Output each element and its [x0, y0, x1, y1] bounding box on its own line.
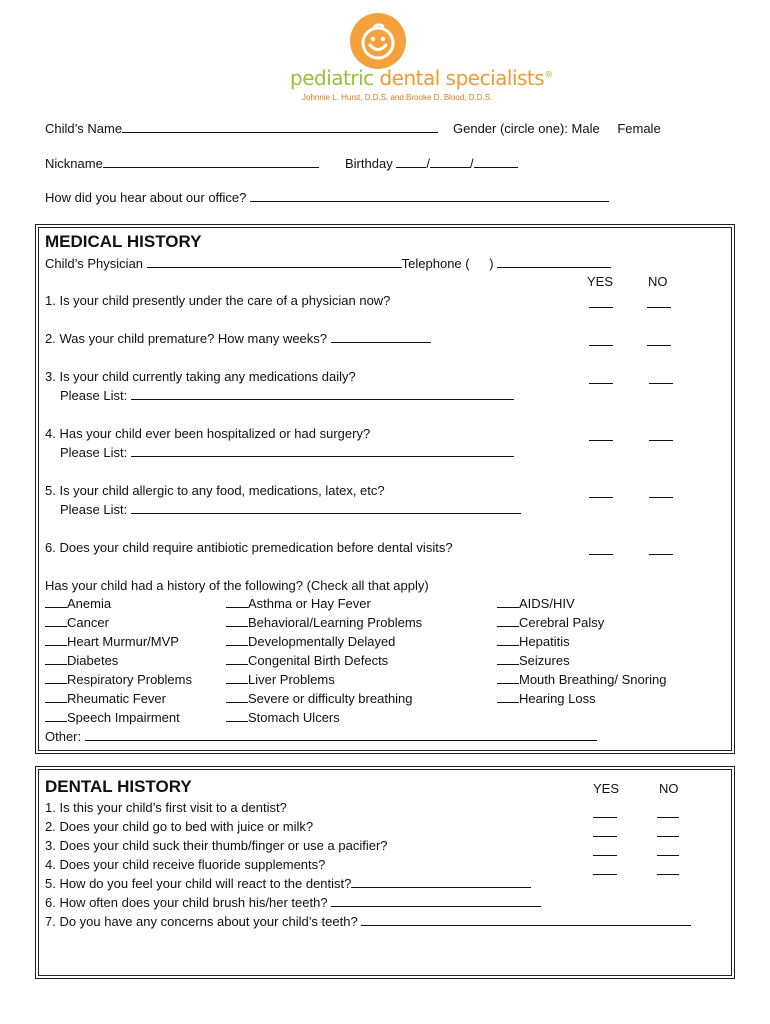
condition-item[interactable]: [45, 634, 179, 649]
condition-item[interactable]: [226, 615, 422, 630]
condition-item[interactable]: [226, 691, 413, 706]
condition-label: Respiratory Problems: [67, 672, 192, 687]
birthday-separator: /: [469, 156, 474, 171]
medical-no-header: NO: [648, 274, 668, 289]
gender-row: [453, 121, 661, 136]
dental-question-row: [45, 895, 541, 910]
other-row: [45, 729, 597, 744]
dental-question: 5. How do you feel your child will react to the dentist?: [45, 876, 352, 891]
condition-label: Cancer: [67, 615, 109, 630]
dental-question: 2. Does your child go to bed with juice or milk?: [45, 819, 314, 834]
hear-row: [45, 190, 609, 205]
medical-q5-no-blank[interactable]: [649, 486, 673, 498]
condition-label: Asthma or Hay Fever: [248, 596, 371, 611]
condition-checkbox[interactable]: [497, 634, 519, 646]
condition-checkbox[interactable]: [497, 672, 519, 684]
concerns-field[interactable]: [361, 914, 691, 926]
telephone-label: Telephone (: [401, 256, 470, 271]
condition-checkbox[interactable]: [226, 691, 248, 703]
dental-question-row: [45, 876, 531, 891]
dental-q3-no-blank[interactable]: [657, 844, 679, 856]
condition-checkbox[interactable]: [226, 634, 248, 646]
birthday-day-field[interactable]: [430, 156, 470, 168]
premature-weeks-field[interactable]: [331, 331, 431, 343]
please-list-row: [60, 502, 521, 517]
medical-q1-yes-blank[interactable]: [589, 296, 613, 308]
condition-item[interactable]: [497, 672, 666, 687]
dental-no-header: NO: [659, 781, 679, 796]
condition-label: Hearing Loss: [519, 691, 596, 706]
birthday-row: [345, 156, 518, 171]
dental-q1-no-blank[interactable]: [657, 806, 679, 818]
medical-q5-yes-blank[interactable]: [589, 486, 613, 498]
hear-label: How did you hear about our office?: [45, 190, 247, 205]
please-list-row: [60, 388, 514, 403]
condition-checkbox[interactable]: [497, 691, 519, 703]
condition-checkbox[interactable]: [45, 596, 67, 608]
condition-item[interactable]: [497, 615, 604, 630]
nickname-field[interactable]: [103, 156, 319, 168]
condition-item[interactable]: [497, 691, 596, 706]
condition-checkbox[interactable]: [497, 653, 519, 665]
medical-q2-no-blank[interactable]: [647, 334, 671, 346]
condition-label: Mouth Breathing/ Snoring: [519, 672, 667, 687]
childs-name-field[interactable]: [122, 121, 438, 133]
dental-question: 7. Do you have any concerns about your child’s teeth?: [45, 914, 358, 929]
please-list-label: Please List:: [60, 445, 128, 460]
condition-checkbox[interactable]: [45, 691, 67, 703]
please-list-label: Please List:: [60, 502, 128, 517]
dental-q4-yes-blank[interactable]: [593, 863, 617, 875]
condition-checkbox[interactable]: [226, 596, 248, 608]
medical-q2-yes-blank[interactable]: [589, 334, 613, 346]
dental-q2-no-blank[interactable]: [657, 825, 679, 837]
condition-item[interactable]: [226, 672, 335, 687]
physician-field[interactable]: [147, 256, 402, 268]
medical-q1-no-blank[interactable]: [647, 296, 671, 308]
condition-label: AIDS/HIV: [519, 596, 575, 611]
condition-label: Congenital Birth Defects: [248, 653, 389, 668]
condition-item[interactable]: [226, 596, 371, 611]
condition-item[interactable]: [45, 672, 192, 687]
nickname-row: [45, 156, 319, 171]
condition-label: Cerebral Palsy: [519, 615, 605, 630]
please-list-row: [60, 445, 514, 460]
medical-q4-yes-blank[interactable]: [589, 429, 613, 441]
condition-label: Rheumatic Fever: [67, 691, 166, 706]
birthday-year-field[interactable]: [474, 156, 518, 168]
dental-question: 4. Does your child receive fluoride supplements?: [45, 857, 326, 872]
condition-label: Heart Murmur/MVP: [67, 634, 179, 649]
condition-label: Speech Impairment: [67, 710, 180, 725]
condition-checkbox[interactable]: [226, 672, 248, 684]
birthday-label: Birthday: [345, 156, 393, 171]
birthday-separator: /: [426, 156, 430, 171]
condition-item[interactable]: [226, 710, 340, 725]
dental-question: 3. Does your child suck their thumb/finger or use a pacifier?: [45, 838, 388, 853]
medical-q6-no-blank[interactable]: [649, 543, 673, 555]
history-intro: Has your child had a history of the following? (Check all that apply): [45, 578, 429, 593]
condition-item[interactable]: [497, 634, 570, 649]
allergies-list-field[interactable]: [131, 502, 521, 514]
hear-field[interactable]: [250, 190, 609, 202]
physician-label: Child’s Physician: [45, 256, 144, 271]
dental-history-title: DENTAL HISTORY: [45, 777, 192, 796]
condition-item[interactable]: [45, 710, 180, 725]
medical-question: 6. Does your child require antibiotic premedication before dental visits?: [45, 540, 453, 555]
condition-item[interactable]: [497, 596, 575, 611]
condition-checkbox[interactable]: [45, 653, 67, 665]
hospitalized-list-field[interactable]: [131, 445, 514, 457]
childs-name-label: Child’s Name: [45, 121, 123, 136]
condition-checkbox[interactable]: [45, 672, 67, 684]
condition-item[interactable]: [497, 653, 570, 668]
condition-item[interactable]: [226, 634, 395, 649]
nickname-label: Nickname: [45, 156, 103, 171]
other-label: Other:: [45, 729, 82, 744]
telephone-field[interactable]: [497, 256, 611, 268]
brand-name: pediatric dental specialists®: [290, 66, 553, 90]
medical-question: 1. Is your child presently under the care of a physician now?: [45, 293, 391, 308]
condition-label: Anemia: [67, 596, 112, 611]
dental-question: 1. Is this your child’s first visit to a dentist?: [45, 800, 287, 815]
condition-checkbox[interactable]: [45, 615, 67, 627]
dental-q2-yes-blank[interactable]: [593, 825, 617, 837]
condition-item[interactable]: [45, 691, 166, 706]
medical-q4-no-blank[interactable]: [649, 429, 673, 441]
condition-label: Developmentally Delayed: [248, 634, 396, 649]
medical-q6-yes-blank[interactable]: [589, 543, 613, 555]
dental-question-row: [45, 914, 691, 929]
dental-q1-yes-blank[interactable]: [593, 806, 617, 818]
childs-name-row: [45, 121, 438, 136]
condition-checkbox[interactable]: [497, 596, 519, 608]
condition-item[interactable]: [45, 615, 109, 630]
logo-smiley-icon: [350, 13, 406, 69]
dental-q4-no-blank[interactable]: [657, 863, 679, 875]
gender-label: Gender (circle one):: [453, 121, 568, 136]
medical-yes-header: YES: [587, 274, 614, 289]
condition-label: Stomach Ulcers: [248, 710, 340, 725]
condition-label: Severe or difficulty breathing: [248, 691, 413, 706]
condition-checkbox[interactable]: [497, 615, 519, 627]
condition-item[interactable]: [226, 653, 388, 668]
birthday-month-field[interactable]: [396, 156, 426, 168]
dental-q3-yes-blank[interactable]: [593, 844, 617, 856]
medical-question: 5. Is your child allergic to any food, medications, latex, etc?: [45, 483, 385, 498]
condition-item[interactable]: [45, 653, 118, 668]
condition-checkbox[interactable]: [226, 710, 248, 722]
gender-male-option[interactable]: Male: [571, 121, 600, 136]
telephone-close: ): [489, 256, 494, 271]
condition-checkbox[interactable]: [45, 634, 67, 646]
dental-yes-header: YES: [593, 781, 620, 796]
gender-female-option[interactable]: Female: [617, 121, 661, 136]
medical-question: 3. Is your child currently taking any medications daily?: [45, 369, 356, 384]
condition-checkbox[interactable]: [226, 615, 248, 627]
dental-question: 6. How often does your child brush his/her teeth?: [45, 895, 328, 910]
medical-q3-yes-blank[interactable]: [589, 372, 613, 384]
condition-label: Diabetes: [67, 653, 119, 668]
brush-frequency-field[interactable]: [331, 895, 541, 907]
medications-list-field[interactable]: [131, 388, 514, 400]
medical-question: 4. Has your child ever been hospitalized or had surgery?: [45, 426, 371, 441]
medical-history-title: MEDICAL HISTORY: [45, 232, 202, 251]
condition-checkbox[interactable]: [226, 653, 248, 665]
physician-row: [45, 256, 611, 271]
medical-question: 2. Was your child premature? How many weeks?: [45, 331, 328, 346]
condition-label: Liver Problems: [248, 672, 335, 687]
condition-label: Seizures: [519, 653, 570, 668]
react-field[interactable]: [351, 876, 531, 888]
area-code-field[interactable]: [473, 257, 489, 268]
medical-q3-no-blank[interactable]: [649, 372, 673, 384]
medical-question-row: [45, 331, 431, 346]
other-field[interactable]: [85, 729, 597, 741]
doctors-line: Johnnie L. Hurst, D.D.S. and Brooke D. Blood, D.D.S.: [302, 93, 493, 102]
condition-label: Behavioral/Learning Problems: [248, 615, 423, 630]
condition-item[interactable]: [45, 596, 111, 611]
please-list-label: Please List:: [60, 388, 128, 403]
condition-label: Hepatitis: [519, 634, 570, 649]
condition-checkbox[interactable]: [45, 710, 67, 722]
